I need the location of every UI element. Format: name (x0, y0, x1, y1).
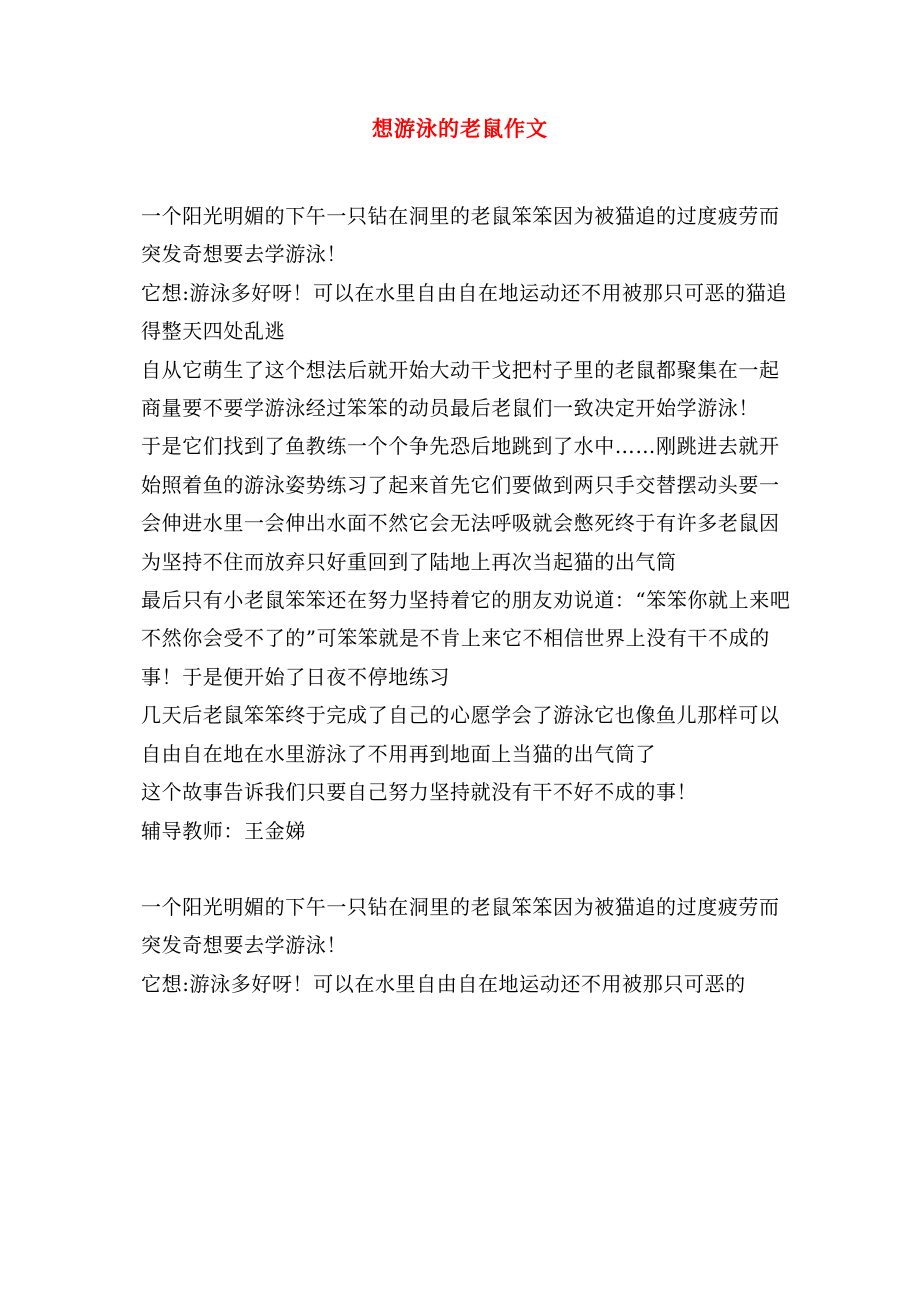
paragraph: 一个阳光明媚的下午一只钻在洞里的老鼠笨笨因为被猫追的过度疲劳而突发奇想要去学游泳！ (141, 894, 780, 958)
paragraph: 它想:游泳多好呀！可以在水里自由自在地运动还不用被那只可恶的猫追得整天四处乱逃 (141, 280, 787, 344)
section-gap (141, 850, 791, 888)
paragraph: 它想:游泳多好呀！可以在水里自由自在地运动还不用被那只可恶的 (141, 971, 746, 996)
paragraph: 几天后老鼠笨笨终于完成了自己的心愿学会了游泳它也像鱼儿那样可以自由自在地在水里游泳了不用再到地面上当猫的出气筒了 (141, 703, 780, 766)
paragraph: 这个故事告诉我们只要自己努力坚持就没有干不好不成的事！ (141, 780, 698, 805)
document-body (141, 197, 791, 1003)
teacher-credit: 辅导教师：王金娣 (141, 818, 306, 843)
paragraph: 最后只有小老鼠笨笨还在努力坚持着它的朋友劝说道：“笨笨你就上来吧不然你会受不了的”可笨笨就是不肯上来它不相信世界上没有干不成的事！于是便开始了日夜不停地练习 (141, 588, 791, 689)
document-title: 想游泳的老鼠作文 (372, 116, 548, 141)
paragraph: 自从它萌生了这个想法后就开始大动干戈把村子里的老鼠都聚集在一起商量要不要学游泳经过笨笨的动员最后老鼠们一致决定开始学游泳！ (141, 357, 780, 421)
paragraph: 于是它们找到了鱼教练一个个争先恐后地跳到了水中……刚跳进去就开始照着鱼的游泳姿势练习了起来首先它们要做到两只手交替摆动头要一会伸进水里一会伸出水面不然它会无法呼吸就会憋死终于有许多老鼠因为坚持不住而放弃只好重回到了陆地上再次当起猫的出气筒 (141, 434, 780, 574)
paragraph: 一个阳光明媚的下午一只钻在洞里的老鼠笨笨因为被猫追的过度疲劳而突发奇想要去学游泳！ (141, 204, 780, 267)
